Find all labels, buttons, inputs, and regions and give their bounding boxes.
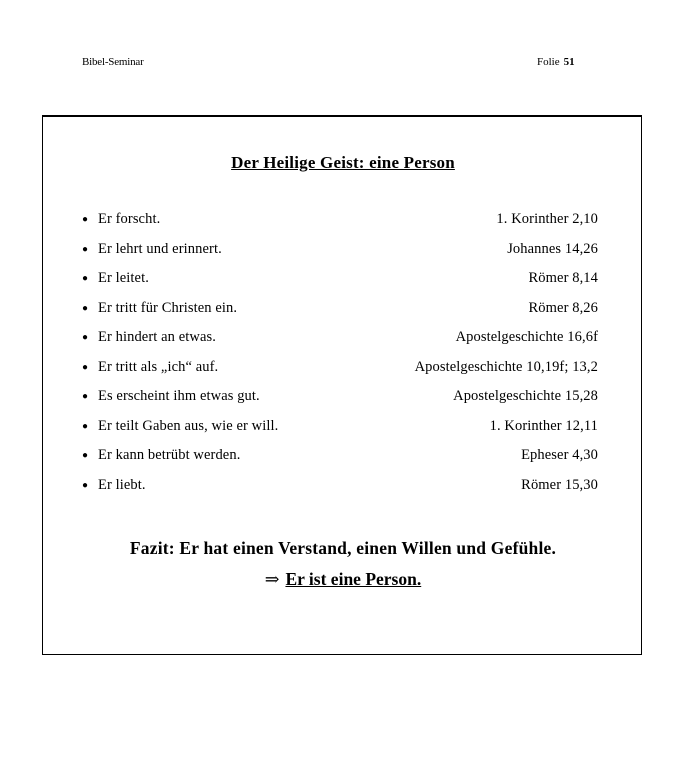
bible-reference: Apostelgeschichte 10,19f; 13,2 — [414, 358, 598, 375]
statement-text: Er kann betrübt werden. — [98, 447, 241, 463]
list-item — [82, 477, 598, 507]
slide-number: 51 — [563, 56, 575, 68]
bible-reference: Römer 8,14 — [528, 270, 598, 286]
bible-reference: 1. Korinther 12,11 — [489, 417, 598, 434]
bible-reference: Römer 15,30 — [521, 476, 598, 493]
statement-text: Er hindert an etwas. — [98, 329, 216, 345]
fazit-summary: Fazit: Er hat einen Verstand, einen Willen und Gefühle. — [129, 538, 557, 558]
list-item — [82, 329, 598, 359]
statement-list — [82, 211, 598, 506]
statement-text: Er lehrt und erinnert. — [98, 240, 222, 257]
list-item — [82, 418, 598, 448]
implies-arrow-icon: ⇒ — [264, 569, 280, 589]
bible-reference: 1. Korinther 2,10 — [496, 211, 598, 227]
conclusion — [0, 569, 686, 590]
list-item — [82, 270, 598, 300]
bullet-icon: ● — [82, 332, 89, 343]
list-item — [82, 388, 598, 418]
bullet-icon: ● — [82, 243, 89, 255]
bullet-icon: ● — [82, 273, 89, 284]
statement-text: Er leitet. — [98, 270, 149, 286]
header-slide-number — [537, 56, 575, 68]
list-item — [82, 211, 598, 241]
list-item — [82, 241, 598, 271]
bullet-icon: ● — [82, 214, 89, 225]
bullet-icon: ● — [82, 391, 89, 402]
header-seminar-name: Bibel-Seminar — [82, 56, 144, 68]
slide-label: Folie — [537, 56, 560, 68]
statement-text: Er forscht. — [98, 211, 161, 227]
bullet-icon: ● — [82, 302, 89, 314]
bible-reference: Römer 8,26 — [528, 299, 598, 316]
list-item — [82, 447, 598, 477]
list-item — [82, 300, 598, 330]
list-item — [82, 359, 598, 389]
bible-reference: Johannes 14,26 — [507, 240, 598, 257]
bullet-icon: ● — [82, 361, 89, 373]
bible-reference: Apostelgeschichte 16,6f — [455, 329, 598, 345]
bullet-icon: ● — [82, 450, 89, 461]
bible-reference: Apostelgeschichte 15,28 — [453, 388, 598, 404]
statement-text: Er liebt. — [98, 476, 146, 493]
statement-text: Er tritt als „ich“ auf. — [98, 358, 219, 375]
bullet-icon: ● — [82, 479, 89, 491]
statement-text: Er tritt für Christen ein. — [98, 299, 238, 316]
slide-title: Der Heilige Geist: eine Person — [231, 153, 455, 172]
bible-reference: Epheser 4,30 — [521, 447, 598, 463]
statement-text: Es erscheint ihm etwas gut. — [98, 388, 260, 404]
statement-text: Er teilt Gaben aus, wie er will. — [98, 417, 279, 434]
bullet-icon: ● — [82, 420, 89, 432]
conclusion-text: Er ist eine Person. — [285, 569, 422, 589]
